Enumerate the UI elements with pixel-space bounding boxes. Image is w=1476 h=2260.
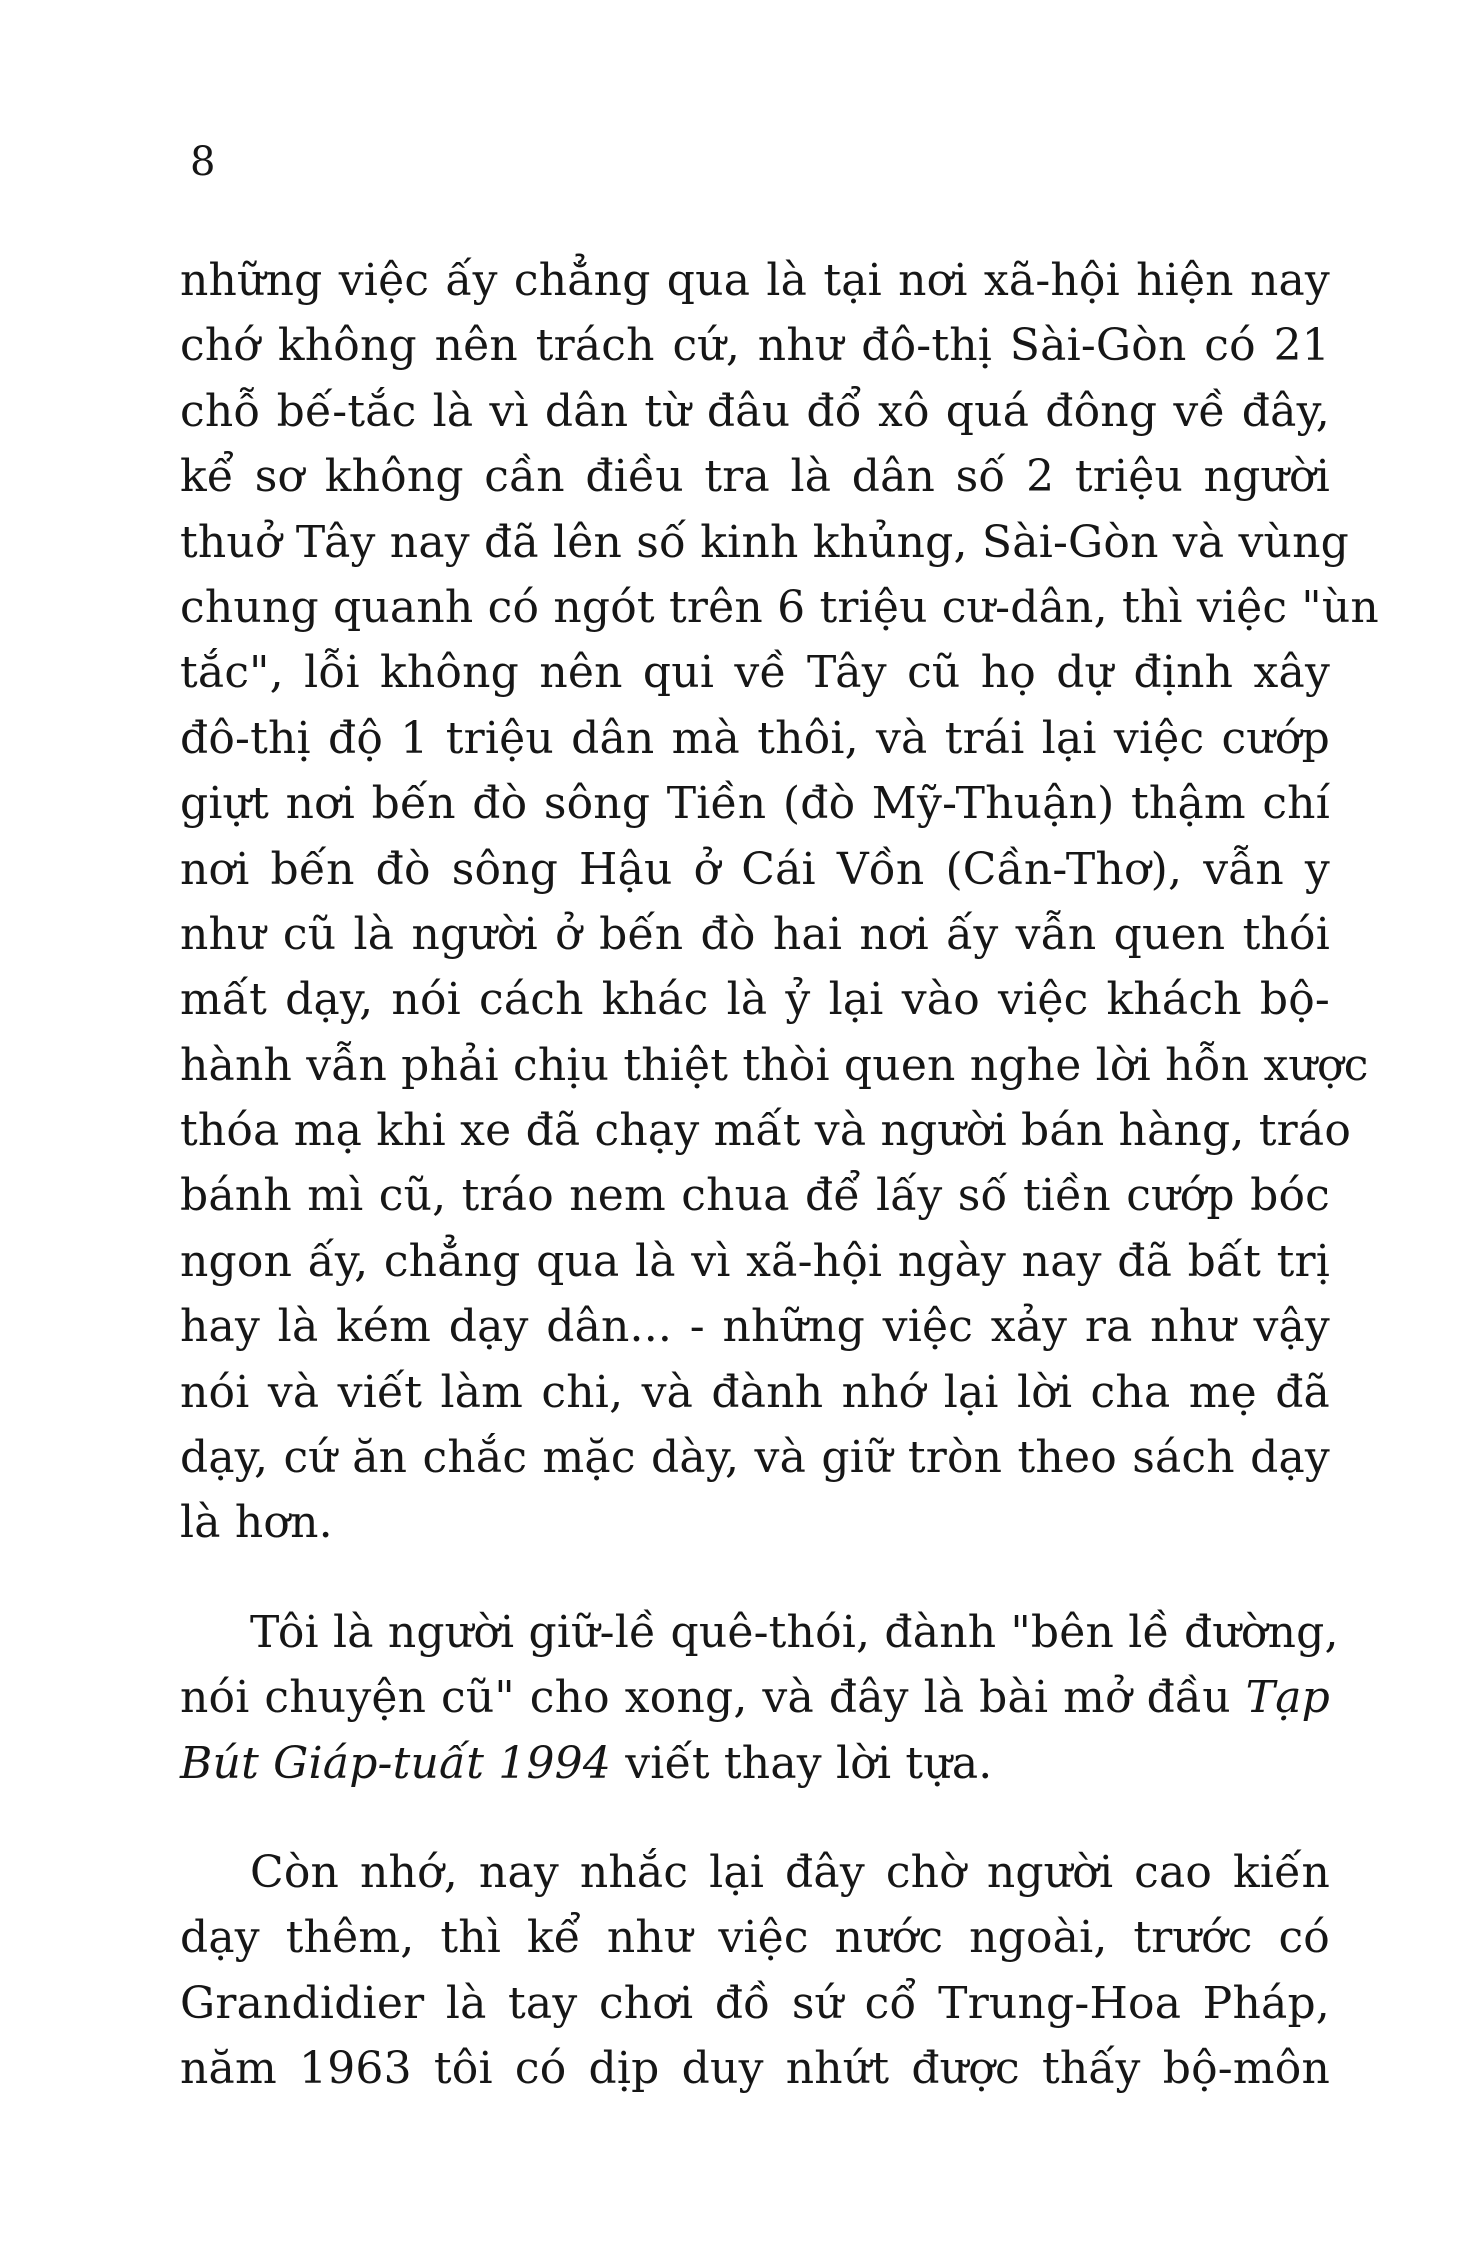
text-line: dạy thêm, thì kể như việc nước ngoài, trước có	[180, 1912, 1330, 1964]
text-line: nói và viết làm chi, và đành nhớ lại lời cha mẹ đã	[180, 1366, 1330, 1418]
paragraph-spacer	[180, 1556, 1330, 1600]
page-number: 8	[190, 139, 216, 185]
text-line: kể sơ không cần điều tra là dân số 2 triệu người	[180, 451, 1330, 503]
text-line: Grandidier là tay chơi đồ sứ cổ Trung-Hoa Pháp,	[180, 1977, 1330, 2029]
text-line: đô-thị độ 1 triệu dân mà thôi, và trái lại việc cướp	[180, 712, 1330, 764]
paragraph-spacer	[180, 1796, 1330, 1840]
body-text	[180, 248, 1379, 2102]
text-line: thóa mạ khi xe đã chạy mất và người bán hàng, tráo	[180, 1105, 1352, 1157]
text-line: tắc", lỗi không nên qui về Tây cũ họ dự định xây	[180, 647, 1330, 699]
paragraph-3	[180, 1840, 1330, 2102]
text-line: dạy, cứ ăn chắc mặc dày, và giữ tròn theo sách dạy	[180, 1432, 1330, 1484]
text-line: những việc ấy chẳng qua là tại nơi xã-hội hiện nay	[180, 255, 1330, 306]
text-line: chung quanh có ngót trên 6 triệu cư-dân, thì việc "ùn	[180, 581, 1379, 633]
text-segment: viết thay lời tựa.	[611, 1737, 993, 1789]
text-line: chỗ bế-tắc là vì dân từ đâu đổ xô quá đông về đây,	[180, 385, 1330, 437]
book-title-italic: Bút Giáp-tuất 1994	[180, 1737, 612, 1789]
text-line: mất dạy, nói cách khác là ỷ lại vào việc khách bộ-	[180, 974, 1330, 1026]
text-line: thuở Tây nay đã lên số kinh khủng, Sài-Gòn và vùng	[180, 516, 1349, 568]
text-line: chớ không nên trách cứ, như đô-thị Sài-Gòn có 21	[180, 320, 1330, 372]
paragraph-1	[180, 248, 1379, 1556]
book-title-italic: Tạp	[1245, 1672, 1330, 1724]
text-line: giựt nơi bến đò sông Tiền (đò Mỹ-Thuận) thậm chí	[180, 778, 1330, 830]
text-line: năm 1963 tôi có dịp duy nhứt được thấy bộ-môn	[180, 2043, 1330, 2095]
text-line: ngon ấy, chẳng qua là vì xã-hội ngày nay đã bất trị	[180, 1235, 1330, 1287]
text-line: bánh mì cũ, tráo nem chua để lấy số tiền cướp bóc	[180, 1170, 1330, 1222]
text-line	[180, 1731, 1330, 1796]
text-line: hay là kém dạy dân... - những việc xảy ra như vậy	[180, 1301, 1330, 1353]
paragraph-2	[180, 1600, 1339, 1796]
text-line: là hơn.	[180, 1497, 333, 1549]
text-line: Còn nhớ, nay nhắc lại đây chờ người cao kiến	[250, 1846, 1330, 1898]
text-line: Tôi là người giữ-lề quê-thói, đành "bên lề đường,	[250, 1606, 1339, 1658]
text-segment: nói chuyện cũ" cho xong, và đây là bài mở đầu	[180, 1672, 1246, 1724]
text-line: hành vẫn phải chịu thiệt thòi quen nghe lời hỗn xược	[180, 1039, 1369, 1091]
text-line	[180, 1665, 1330, 1730]
text-line: như cũ là người ở bến đò hai nơi ấy vẫn quen thói	[180, 908, 1330, 960]
text-line: nơi bến đò sông Hậu ở Cái Vồn (Cần-Thơ), vẫn y	[180, 843, 1330, 895]
